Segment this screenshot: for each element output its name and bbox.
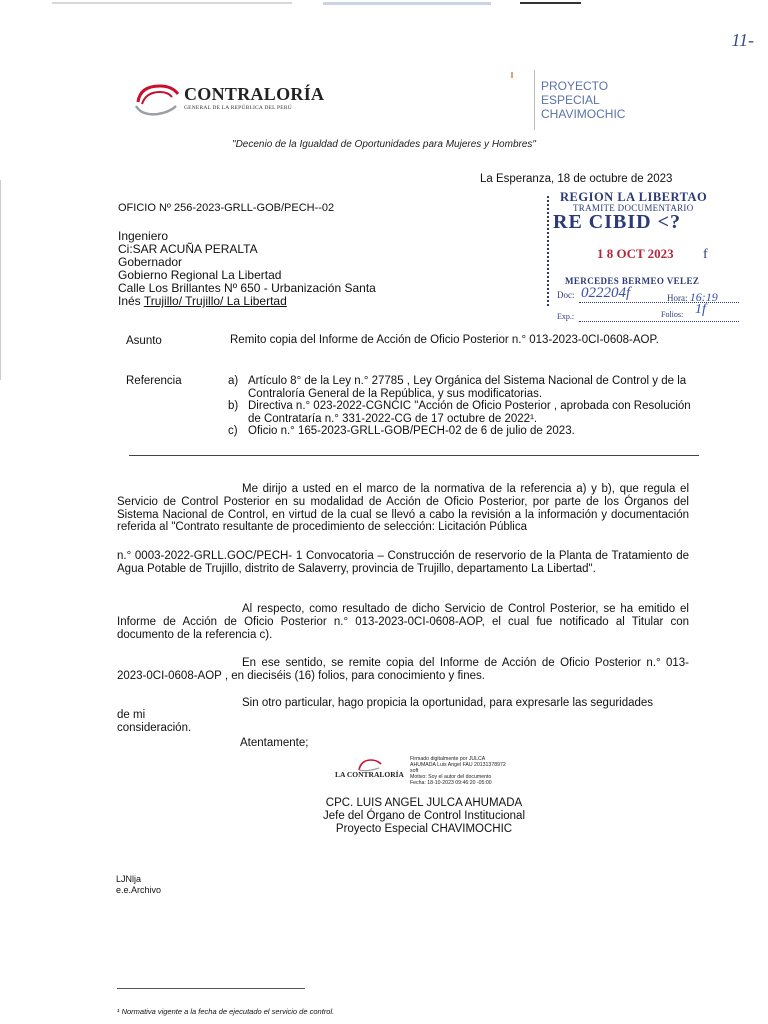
paragraph-1: Me dirijo a usted en el marco de la normativa de la referencia a) y b), que regula el Servicio de Control Posterior en su modalidad de Acción de Oficio Posterior, por parte de los Órganos del Sistema Nacional de Control, en virtud de la cual se llevó a cabo la revisión a la información y documentación referida al "Contrato resultante de procedimiento de selección: Licitación Pública: [117, 483, 689, 534]
paragraph-1b: n.° 0003-2022-GRLL.GOC/PECH- 1 Convocatoria – Construcción de reservorio de la Planta de Tratamiento de Agua Potable de Trujillo, distrito de Salaverry, provincia de Trujillo, departamento La Libertad".: [117, 550, 689, 575]
paragraph-4: Sin otro particular, hago propicia la oportunidad, para expresarle las seguridades: [242, 697, 654, 709]
recipient-name: Ci:SAR ACUÑA PERALTA: [118, 242, 258, 256]
signature-line: Firmado digitalmente por JULCA: [410, 756, 486, 762]
stamp-folios-label: Folios:: [661, 310, 684, 319]
footnote: ¹ Normativa vigente a la fecha de ejecutado el servicio de control.: [117, 1007, 335, 1016]
oficio-number: OFICIO Nº 256-2023-GRLL-GOB/PECH--02: [118, 202, 335, 214]
reference-key: b): [228, 400, 239, 412]
asunto-label: Asunto: [126, 335, 162, 347]
signature-line: soft: [410, 768, 419, 774]
archive-line: e.e.Archivo: [116, 885, 162, 895]
stamp-doc-value: 022204f: [581, 285, 631, 301]
contraloria-logo: [132, 80, 362, 120]
signature-line: Fecha: 18-10-2023 09:46:20 -05:00: [410, 780, 492, 786]
reception-stamp: [545, 186, 745, 328]
stamp-doc-underline: [579, 302, 739, 303]
recipient-role: Gobernador: [118, 255, 183, 269]
initials-line: LJNlja: [116, 874, 142, 884]
project-line-1: PROYECTO: [541, 79, 609, 93]
reference-text: Artículo 8° de la Ley n.° 27785 , Ley Orgánica del Sistema Nacional de Control y de la Contraloría General de la República, y sus modificatorias.: [248, 375, 687, 400]
stamp-date: 1 8 OCT 2023: [597, 246, 674, 261]
recipient-title: Ingeniero: [118, 229, 169, 243]
paragraph-4-cont: de mi: [117, 709, 146, 721]
footnote-separator: [117, 988, 305, 989]
stamp-receiver-name: MERCEDES BERMEO VELEZ: [565, 276, 700, 286]
contraloria-arc-icon: [132, 80, 182, 120]
stamp-folios-value: 1f: [695, 302, 706, 317]
left-edge-mark: [0, 180, 3, 380]
stamp-hora-label: Hora:: [667, 293, 688, 303]
digital-signature: [335, 756, 535, 791]
closing: Atentamente;: [240, 737, 309, 749]
stamp-dotted-border: [547, 196, 551, 306]
signatory-org: Proyecto Especial CHAVIMOCHIC: [335, 823, 513, 835]
reference-item: [228, 375, 698, 400]
project-line-2: ESPECIAL: [541, 93, 600, 107]
recipient-address: Calle Los Brillantes Nº 650 - Urbanización Santa: [118, 281, 376, 295]
reference-text: Oficio n.° 165-2023-GRLL-GOB/PECH-02 de 6 de julio de 2023.: [248, 425, 575, 437]
recipient-city: [118, 295, 376, 308]
decenio-motto: "Decenio de la Igualdad de Oportunidades para Mujeres y Hombres": [232, 139, 536, 150]
page-number: 11-: [731, 30, 754, 50]
stamp-exp-underline: [579, 321, 739, 322]
paragraph-4-end: consideración.: [117, 722, 192, 734]
signature-line: AHUMADA Luis Angel FAU 20131378972: [410, 762, 506, 768]
project-name: [541, 79, 625, 121]
top-line-mid: [323, 2, 491, 5]
recipient-city-underlined: Trujillo/ Trujillo/ La Libertad: [143, 294, 287, 308]
signature-details: [410, 756, 540, 786]
paragraph-2: Al respecto, como resultado de dicho Servicio de Control Posterior, se ha emitido el Informe de Acción de Oficio Posterior n.° 013-2023-0CI-0608-AOP, el cual fue notificado al Titular con documento de la referencia c).: [117, 603, 689, 641]
signatory-block: [0, 797, 768, 836]
stamp-f: f: [703, 247, 708, 262]
reference-key: a): [228, 375, 239, 387]
stamp-doc-label: Doc:: [557, 290, 575, 300]
logo-name: CONTRALORÍA: [184, 84, 325, 104]
top-line-left: [52, 2, 292, 4]
stamp-region: REGION LA LIBERTAO: [560, 190, 708, 204]
reference-key: c): [228, 425, 238, 437]
recipient-city-prefix: Inés: [118, 294, 144, 308]
reference-item: [228, 425, 698, 438]
initials-block: [116, 874, 161, 896]
signatory-title: Jefe del Órgano de Control Institucional: [322, 810, 525, 822]
referencia-label: Referencia: [126, 375, 182, 387]
header-divider: [534, 70, 535, 130]
divider-tick: [511, 72, 513, 78]
reference-list: [228, 375, 698, 438]
stamp-recibido: RE CIBID <?: [553, 211, 681, 233]
reference-item: [228, 400, 698, 425]
stamp-tramite: TRAMITE DOCUMENTARIO: [573, 203, 694, 213]
logo-subtitle: GENERAL DE LA REPÚBLICA DEL PERÚ: [184, 105, 292, 111]
top-line-right: [520, 2, 581, 4]
paragraph-3: En ese sentido, se remite copia del Informe de Acción de Oficio Posterior n.° 013- 2023-0CI-0608-AOP , en dieciséis (16) folios, para conocimiento y fines.: [117, 657, 689, 682]
letter-date: La Esperanza, 18 de octubre de 2023: [480, 173, 673, 185]
signature-line: Motivo: Soy el autor del documento: [410, 774, 492, 780]
signature-logo-text: LA CONTRALORÍA: [335, 770, 404, 779]
reference-text: Directiva n.° 023-2022-CGNCIC "Acción de Oficio Posterior , aprobada con Resolución de Contrataría n.° 331-2022-CG de 17 octubre de 2022¹.: [248, 400, 691, 425]
project-line-3: CHAVIMOCHIC: [541, 107, 626, 121]
section-divider: [129, 455, 699, 456]
stamp-exp-label: Exp.:: [557, 312, 575, 321]
asunto-text: Remito copia del Informe de Acción de Oficio Posterior n.° 013-2023-0CI-0608-AOP.: [230, 334, 659, 346]
signatory-name: CPC. LUIS ANGEL JULCA AHUMADA: [325, 797, 523, 809]
stamp-hora-value: 16:19: [689, 290, 718, 304]
recipient-org: Gobierno Regional La Libertad: [118, 268, 282, 282]
recipient-block: [118, 230, 376, 308]
